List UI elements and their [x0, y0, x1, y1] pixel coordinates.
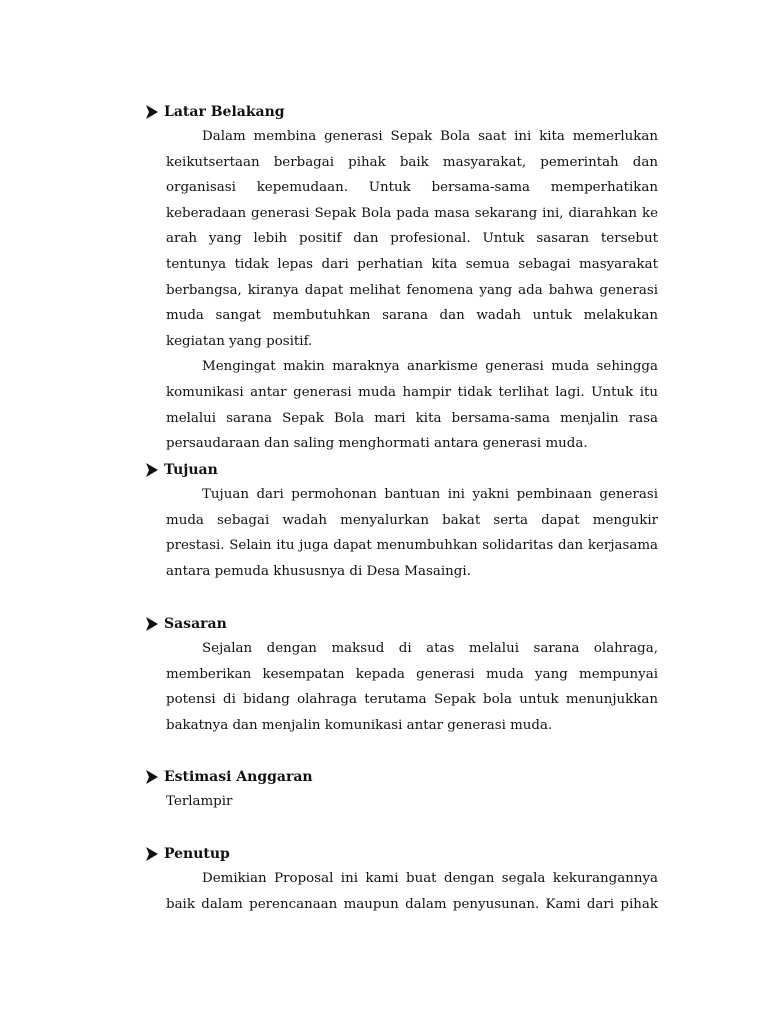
paragraph: Sejalan dengan maksud di atas melalui sarana olahraga, memberikan kesempatan kepada generasi muda yang mempunyai potensi di bidang olahraga terutama Sepak bola untuk menunjukkan bakatnya dan menjalin komunikasi antar generasi muda.: [166, 641, 658, 733]
section-heading: [146, 100, 658, 124]
section-heading: [146, 612, 658, 636]
section-estimasi-anggaran: [146, 765, 658, 815]
arrow-bullet-icon: [146, 105, 158, 119]
section-latar-belakang: [146, 100, 658, 457]
section-body: [166, 636, 658, 738]
section-heading: [146, 842, 658, 866]
section-heading: [146, 458, 658, 482]
arrow-bullet-icon: [146, 847, 158, 861]
section-tujuan: [146, 458, 658, 584]
arrow-bullet-icon: [146, 617, 158, 631]
section-sasaran: [146, 612, 658, 738]
section-body: [166, 866, 658, 917]
arrow-bullet-icon: [146, 463, 158, 477]
section-body: [166, 124, 658, 457]
section-title: Sasaran: [164, 616, 227, 632]
paragraph: Mengingat makin maraknya anarkisme generasi muda sehingga komunikasi antar generasi muda hampir tidak terlihat lagi. Untuk itu melalui sarana Sepak Bola mari kita bersama-sama menjalin rasa persaudaraan dan saling menghormati antara generasi muda.: [166, 359, 658, 452]
section-body: [166, 482, 658, 584]
section-title: Latar Belakang: [164, 104, 285, 120]
section-title: Estimasi Anggaran: [164, 769, 313, 785]
section-body: [166, 789, 658, 815]
paragraph: Terlampir: [166, 794, 233, 809]
section-heading: [146, 765, 658, 789]
paragraph: Demikian Proposal ini kami buat dengan segala kekurangannya baik dalam perencanaan maupun dalam penyusunan. Kami dari pihak: [166, 871, 658, 912]
paragraph: Tujuan dari permohonan bantuan ini yakni pembinaan generasi muda sebagai wadah menyalurkan bakat serta dapat mengukir prestasi. Selain itu juga dapat menumbuhkan solidaritas dan kerjasama antara pemuda khususnya di Desa Masaingi.: [166, 487, 658, 579]
section-penutup: [146, 842, 658, 917]
section-title: Tujuan: [164, 462, 218, 478]
arrow-bullet-icon: [146, 770, 158, 784]
paragraph: Dalam membina generasi Sepak Bola saat ini kita memerlukan keikutsertaan berbagai pihak baik masyarakat, pemerintah dan organisasi kepemudaan. Untuk bersama-sama memperhatikan keberadaan generasi Sepak Bola pada masa sekarang ini, diarahkan ke arah yang lebih positif dan profesional. Untuk sasaran tersebut tentunya tidak lepas dari perhatian kita semua sebagai masyarakat berbangsa, kiranya dapat melihat fenomena yang ada bahwa generasi muda sangat membutuhkan sarana dan wadah untuk melakukan kegiatan yang positif.: [166, 129, 658, 349]
section-title: Penutup: [164, 846, 230, 862]
